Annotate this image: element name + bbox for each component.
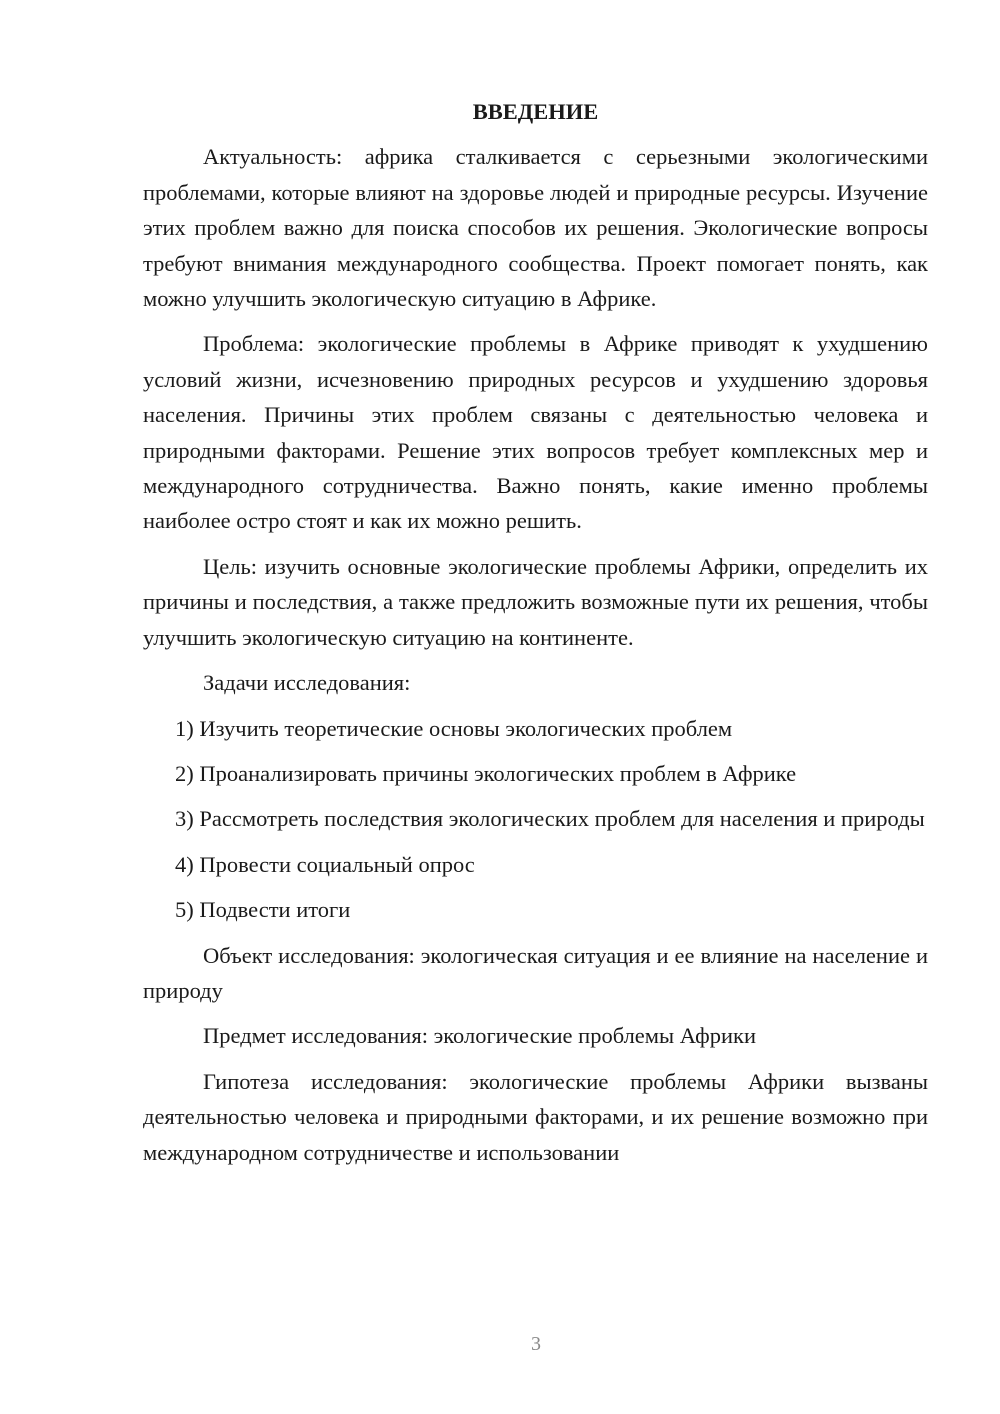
goal-paragraph: Цель: изучить основные экологические проблемы Африки, определить их причины и последствия, а также предложить возможные пути их решения, чтобы улучшить экологическую ситуацию на континенте.	[143, 553, 928, 650]
hypothesis-paragraph: Гипотеза исследования: экологические проблемы Африки вызваны деятельностью человека и природными факторами, и их решение возможно при международном сотрудничестве и использовании	[143, 1068, 928, 1165]
task-item-4: 4) Провести социальный опрос	[175, 851, 475, 877]
relevance-paragraph: Актуальность: африка сталкивается с серьезными экологическими проблемами, которые влияют на здоровье людей и природные ресурсы. Изучение этих проблем важно для поиска способов их решения. Экологические вопросы требуют внимания международного сообщества. Проект помогает понять, как можно улучшить экологическую ситуацию в Африке.	[143, 144, 928, 312]
document-body	[143, 94, 928, 1180]
subject-paragraph: Предмет исследования: экологические проблемы Африки	[203, 1023, 757, 1049]
tasks-heading: Задачи исследования:	[203, 670, 411, 696]
object-paragraph: Объект исследования: экологическая ситуация и ее влияние на население и природу	[143, 942, 928, 1003]
problem-paragraph: Проблема: экологические проблемы в Африке приводят к ухудшению условий жизни, исчезновению природных ресурсов и ухудшению здоровья населения. Причины этих проблем связаны с деятельностью человека и природными факторами. Решение этих вопросов требует комплексных мер и международного сотрудничества. Важно понять, какие именно проблемы наиболее остро стоят и как их можно решить.	[143, 331, 928, 534]
task-item-3: 3) Рассмотреть последствия экологических проблем для населения и природы	[175, 806, 925, 832]
page-number: 3	[531, 1333, 541, 1355]
task-item-2: 2) Проанализировать причины экологических проблем в Африке	[175, 760, 797, 786]
section-title: ВВЕДЕНИЕ	[472, 99, 599, 124]
task-item-1: 1) Изучить теоретические основы экологических проблем	[175, 715, 733, 741]
task-item-5: 5) Подвести итоги	[175, 897, 351, 923]
